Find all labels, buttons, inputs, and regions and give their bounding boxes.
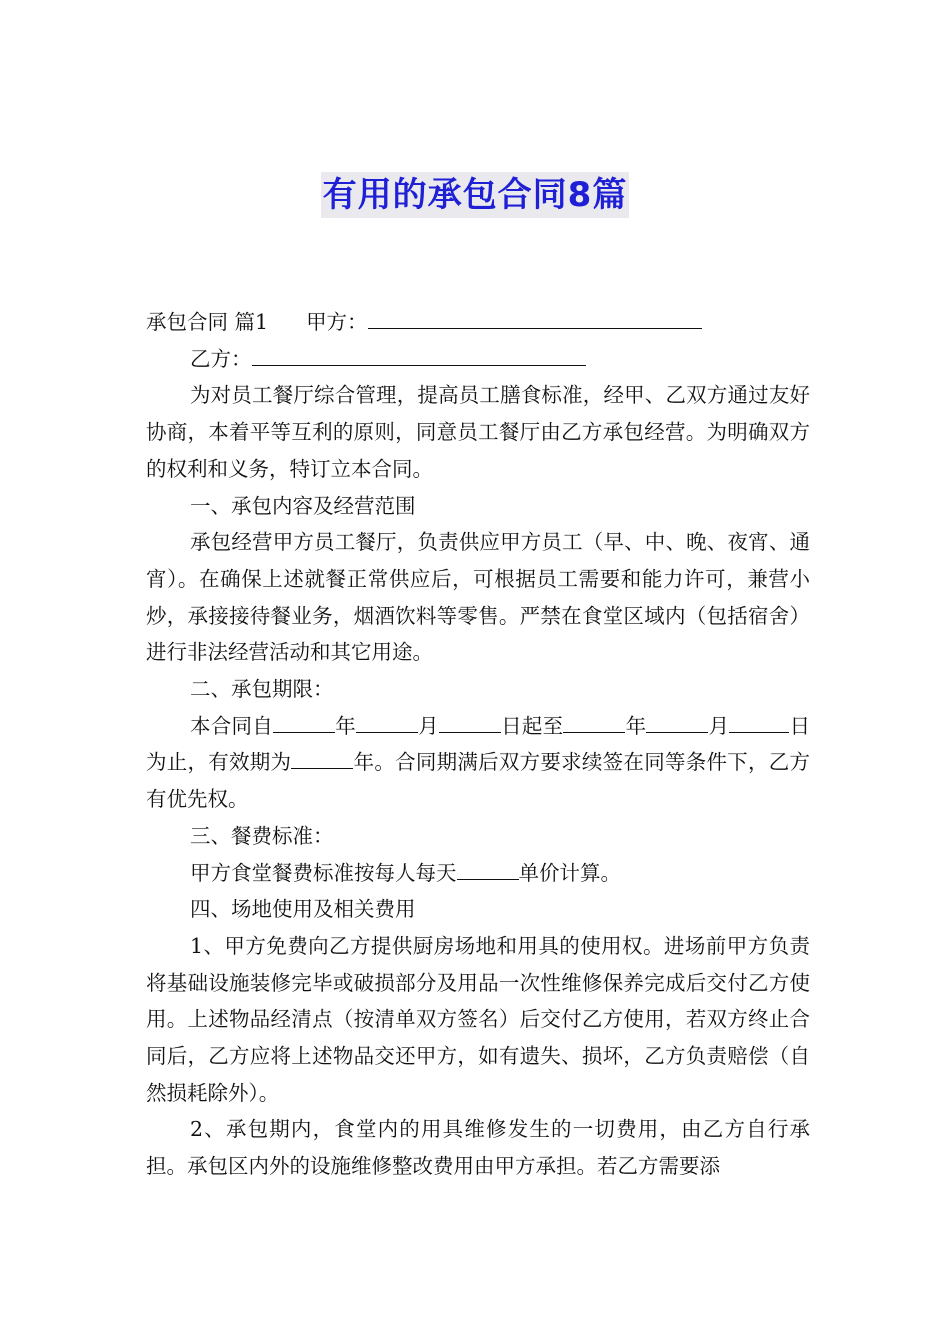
term-text-5: 年 <box>625 713 647 738</box>
term-text-6: 月 <box>708 713 730 738</box>
term-text-4: 日起至 <box>500 713 564 738</box>
start-year-blank <box>273 710 335 733</box>
end-year-blank <box>563 710 625 733</box>
start-month-blank <box>356 710 418 733</box>
party-b-line <box>146 341 810 378</box>
section-4-item-2: 2、承包期内，食堂内的用具维修发生的一切费用，由乙方自行承担。承包区内外的设施维修整改费用由甲方承担。若乙方需要添 <box>146 1117 810 1179</box>
end-month-blank <box>646 710 708 733</box>
validity-years-blank <box>291 746 353 769</box>
party-a-label: 甲方： <box>306 310 368 334</box>
term-text-1: 本合同自 <box>190 713 273 738</box>
meal-fee-blank <box>457 857 519 880</box>
term-text-2: 年 <box>334 713 356 738</box>
term-text-3: 月 <box>417 713 439 738</box>
section-3-title: 三、餐费标准： <box>190 823 334 848</box>
document-body <box>146 304 810 1185</box>
title-area <box>0 172 950 218</box>
intro-paragraph: 为对员工餐厅综合管理，提高员工膳食标准，经甲、乙双方通过友好协商，本着平等互利的原则，同意员工餐厅由乙方承包经营。为明确双方的权利和义务，特订立本合同。 <box>146 383 810 481</box>
meal-fee-text-1: 甲方食堂餐费标准按每人每天 <box>190 860 457 885</box>
end-day-blank-a <box>729 710 759 733</box>
section-4-title: 四、场地使用及相关费用 <box>190 897 416 922</box>
party-b-label: 乙方： <box>190 346 252 371</box>
term-text-8: 年。合同期满后双方要求续签在同等条件下，乙方有优先权。 <box>146 750 811 812</box>
party-a-blank <box>368 306 702 329</box>
section-2-body <box>146 708 810 818</box>
section-1-body: 承包经营甲方员工餐厅，负责供应甲方员工（早、中、晚、夜宵、通宵）。在确保上述就餐正常供应后，可根据员工需要和能力许可，兼营小炒，承接接待餐业务，烟酒饮料等零售。严禁在食堂区域内（包括宿舍）进行非法经营活动和其它用途。 <box>146 530 810 665</box>
article-label: 承包合同 篇1 <box>146 310 269 334</box>
section-3-body <box>146 855 810 892</box>
term-text-7: 日为止，有效期为 <box>146 713 811 775</box>
section-1-title: 一、承包内容及经营范围 <box>190 493 416 518</box>
contract-header-line <box>146 304 810 341</box>
start-day-blank <box>439 710 501 733</box>
party-b-blank <box>252 343 586 366</box>
section-2-title: 二、承包期限： <box>190 677 334 702</box>
end-day-blank-b <box>759 710 789 733</box>
section-4-item-1: 1、甲方免费向乙方提供厨房场地和用具的使用权。进场前甲方负责将基础设施装修完毕或破损部分及用品一次性维修保养完成后交付乙方使用。上述物品经清点（按清单双方签名）后交付乙方使用，若双方终止合同后，乙方应将上述物品交还甲方，如有遗失、损坏，乙方负责赔偿（自然损耗除外）。 <box>146 933 810 1105</box>
meal-fee-text-2: 单价计算。 <box>518 860 621 885</box>
document-title: 有用的承包合同8篇 <box>321 172 630 218</box>
